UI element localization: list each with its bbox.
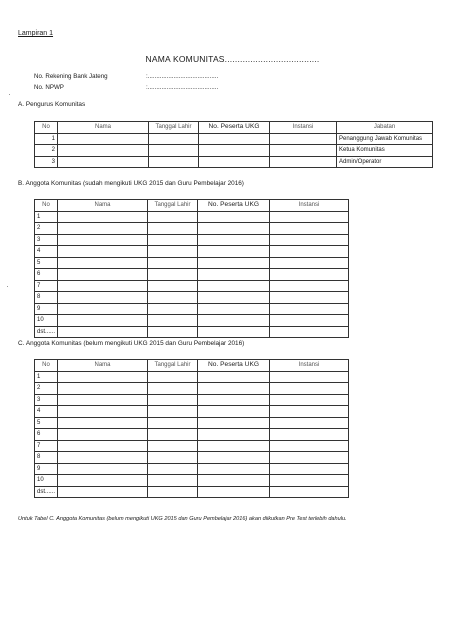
row-no: 8 — [35, 292, 58, 304]
cell-instansi — [270, 486, 349, 498]
row-no: 6 — [35, 429, 58, 441]
cell-tanggal-lahir — [148, 223, 198, 235]
cell-ukg — [198, 326, 270, 338]
col-nama: Nama — [58, 200, 148, 212]
cell-ukg — [198, 429, 270, 441]
col-no-peserta-ukg: No. Peserta UKG — [198, 200, 270, 212]
table-row — [35, 246, 349, 258]
cell-tanggal-lahir — [148, 486, 198, 498]
cell-nama — [58, 133, 149, 145]
col-no: No — [35, 360, 58, 372]
row-no: 3 — [35, 394, 58, 406]
col-nama: Nama — [58, 122, 149, 134]
table-row — [35, 383, 349, 395]
anggota-sudah-table — [34, 199, 349, 338]
cell-nama — [58, 257, 148, 269]
cell-tanggal-lahir — [148, 303, 198, 315]
col-jabatan: Jabatan — [337, 122, 433, 134]
row-no: 10 — [35, 475, 58, 487]
cell-ukg — [198, 257, 270, 269]
row-no: 7 — [35, 280, 58, 292]
cell-instansi — [270, 440, 349, 452]
table-row — [35, 315, 349, 327]
cell-instansi — [270, 315, 349, 327]
table-row — [35, 280, 349, 292]
row-no: 2 — [35, 223, 58, 235]
cell-nama — [58, 394, 148, 406]
cell-tanggal-lahir — [149, 156, 199, 168]
cell-jabatan: Penanggung Jawab Komunitas — [337, 133, 433, 145]
row-no: 1 — [35, 371, 58, 383]
row-no: dst...... — [35, 486, 58, 498]
table-row — [35, 486, 349, 498]
row-no: 6 — [35, 269, 58, 281]
cell-nama — [58, 406, 148, 418]
row-no: 5 — [35, 257, 58, 269]
cell-tanggal-lahir — [148, 429, 198, 441]
cell-tanggal-lahir — [148, 383, 198, 395]
cell-ukg — [198, 234, 270, 246]
row-no: 3 — [35, 156, 58, 168]
cell-nama — [58, 303, 148, 315]
cell-ukg — [198, 475, 270, 487]
col-no: No — [35, 122, 58, 134]
row-no: 4 — [35, 246, 58, 258]
cell-tanggal-lahir — [148, 269, 198, 281]
cell-instansi — [270, 280, 349, 292]
pengurus-table — [34, 121, 433, 168]
table-header-row — [35, 200, 349, 212]
table-row — [35, 406, 349, 418]
cell-ukg — [198, 269, 270, 281]
col-nama: Nama — [58, 360, 148, 372]
cell-ukg — [198, 315, 270, 327]
row-no: 10 — [35, 315, 58, 327]
scan-speck — [7, 286, 8, 287]
cell-tanggal-lahir — [148, 371, 198, 383]
cell-ukg — [198, 406, 270, 418]
table-row — [35, 269, 349, 281]
community-name-title: NAMA KOMUNITAS..................................... — [145, 54, 320, 64]
table-row — [35, 223, 349, 235]
cell-tanggal-lahir — [148, 475, 198, 487]
row-no: dst...... — [35, 326, 58, 338]
cell-nama — [58, 383, 148, 395]
cell-ukg — [198, 452, 270, 464]
table-row — [35, 371, 349, 383]
table-header-row — [35, 122, 433, 134]
npwp-value: :......................................... — [146, 84, 219, 91]
cell-ukg — [198, 371, 270, 383]
cell-nama — [58, 452, 148, 464]
cell-nama — [58, 486, 148, 498]
table-row — [35, 303, 349, 315]
cell-nama — [58, 417, 148, 429]
cell-nama — [58, 156, 149, 168]
col-tanggal-lahir: Tanggal Lahir — [149, 122, 199, 134]
cell-jabatan: Ketua Komunitas — [337, 145, 433, 157]
cell-tanggal-lahir — [148, 452, 198, 464]
cell-nama — [58, 371, 148, 383]
cell-instansi — [270, 234, 349, 246]
cell-ukg — [198, 292, 270, 304]
cell-ukg — [198, 246, 270, 258]
row-no: 8 — [35, 452, 58, 464]
cell-instansi — [270, 394, 349, 406]
section-a-heading: A. Pengurus Komunitas — [18, 101, 86, 108]
section-c-heading: C. Anggota Komunitas (belum mengikuti UKG 2015 dan Guru Pembelajar 2016) — [18, 340, 245, 347]
row-no: 1 — [35, 211, 58, 223]
cell-instansi — [270, 383, 349, 395]
cell-instansi — [270, 475, 349, 487]
cell-nama — [58, 145, 149, 157]
row-no: 2 — [35, 145, 58, 157]
cell-tanggal-lahir — [149, 145, 199, 157]
col-instansi: Instansi — [270, 360, 349, 372]
table-row — [35, 463, 349, 475]
cell-tanggal-lahir — [148, 292, 198, 304]
table-row — [35, 452, 349, 464]
cell-tanggal-lahir — [149, 133, 199, 145]
cell-tanggal-lahir — [148, 417, 198, 429]
cell-instansi — [270, 429, 349, 441]
row-no: 9 — [35, 303, 58, 315]
cell-ukg — [198, 440, 270, 452]
bank-account-value: :......................................... — [146, 73, 219, 80]
col-tanggal-lahir: Tanggal Lahir — [148, 360, 198, 372]
table-row — [35, 234, 349, 246]
cell-instansi — [270, 269, 349, 281]
cell-instansi — [270, 257, 349, 269]
cell-tanggal-lahir — [148, 315, 198, 327]
cell-tanggal-lahir — [148, 280, 198, 292]
npwp-label: No. NPWP — [34, 84, 64, 91]
table-row — [35, 440, 349, 452]
bank-account-row — [34, 73, 218, 80]
cell-instansi — [270, 326, 349, 338]
cell-nama — [58, 234, 148, 246]
table-row — [35, 475, 349, 487]
table-row — [35, 133, 433, 145]
cell-instansi — [270, 223, 349, 235]
cell-instansi — [270, 417, 349, 429]
cell-ukg — [198, 394, 270, 406]
cell-instansi — [270, 463, 349, 475]
table-row — [35, 292, 349, 304]
bank-account-label: No. Rekening Bank Jateng — [34, 73, 108, 80]
col-no-peserta-ukg: No. Peserta UKG — [199, 122, 270, 134]
col-no-peserta-ukg: No. Peserta UKG — [198, 360, 270, 372]
cell-nama — [58, 211, 148, 223]
row-no: 4 — [35, 406, 58, 418]
row-no: 1 — [35, 133, 58, 145]
cell-ukg — [198, 383, 270, 395]
cell-nama — [58, 223, 148, 235]
cell-ukg — [198, 223, 270, 235]
cell-ukg — [198, 280, 270, 292]
cell-tanggal-lahir — [148, 326, 198, 338]
cell-instansi — [270, 371, 349, 383]
cell-ukg — [198, 463, 270, 475]
cell-ukg — [198, 417, 270, 429]
row-no: 7 — [35, 440, 58, 452]
cell-ukg — [198, 303, 270, 315]
cell-instansi — [270, 452, 349, 464]
cell-nama — [58, 292, 148, 304]
cell-nama — [58, 429, 148, 441]
cell-tanggal-lahir — [148, 406, 198, 418]
cell-ukg — [198, 211, 270, 223]
table-header-row — [35, 360, 349, 372]
cell-nama — [58, 315, 148, 327]
cell-instansi — [270, 246, 349, 258]
table-row — [35, 429, 349, 441]
cell-tanggal-lahir — [148, 234, 198, 246]
table-row — [35, 417, 349, 429]
col-instansi: Instansi — [270, 200, 349, 212]
row-no: 2 — [35, 383, 58, 395]
cell-nama — [58, 440, 148, 452]
table-row — [35, 326, 349, 338]
npwp-row — [34, 84, 218, 91]
cell-instansi — [270, 292, 349, 304]
cell-nama — [58, 463, 148, 475]
cell-nama — [58, 280, 148, 292]
table-row — [35, 156, 433, 168]
table-row — [35, 145, 433, 157]
col-instansi: Instansi — [270, 122, 337, 134]
table-row — [35, 257, 349, 269]
cell-nama — [58, 326, 148, 338]
anggota-belum-table — [34, 359, 349, 498]
cell-nama — [58, 475, 148, 487]
cell-instansi — [270, 156, 337, 168]
cell-tanggal-lahir — [148, 257, 198, 269]
cell-ukg — [199, 156, 270, 168]
cell-ukg — [199, 133, 270, 145]
table-row — [35, 211, 349, 223]
cell-instansi — [270, 145, 337, 157]
cell-tanggal-lahir — [148, 211, 198, 223]
col-no: No — [35, 200, 58, 212]
lampiran-label: Lampiran 1 — [18, 30, 54, 37]
footnote: Untuk Tabel C. Anggota Komunitas (belum mengikuti UKG 2015 dan Guru Pembelajar 2016) akan diikutkan Pre Test terlebih dahulu. — [18, 516, 347, 522]
cell-instansi — [270, 406, 349, 418]
row-no: 9 — [35, 463, 58, 475]
cell-tanggal-lahir — [148, 394, 198, 406]
row-no: 3 — [35, 234, 58, 246]
cell-instansi — [270, 133, 337, 145]
cell-jabatan: Admin/Operator — [337, 156, 433, 168]
cell-nama — [58, 246, 148, 258]
page-title — [0, 54, 465, 64]
section-b-heading: B. Anggota Komunitas (sudah mengikuti UKG 2015 dan Guru Pembelajar 2016) — [18, 180, 244, 187]
table-row — [35, 394, 349, 406]
scan-speck — [9, 94, 10, 95]
row-no: 5 — [35, 417, 58, 429]
cell-ukg — [199, 145, 270, 157]
cell-tanggal-lahir — [148, 440, 198, 452]
cell-ukg — [198, 486, 270, 498]
cell-instansi — [270, 303, 349, 315]
cell-nama — [58, 269, 148, 281]
cell-tanggal-lahir — [148, 463, 198, 475]
col-tanggal-lahir: Tanggal Lahir — [148, 200, 198, 212]
cell-tanggal-lahir — [148, 246, 198, 258]
cell-instansi — [270, 211, 349, 223]
